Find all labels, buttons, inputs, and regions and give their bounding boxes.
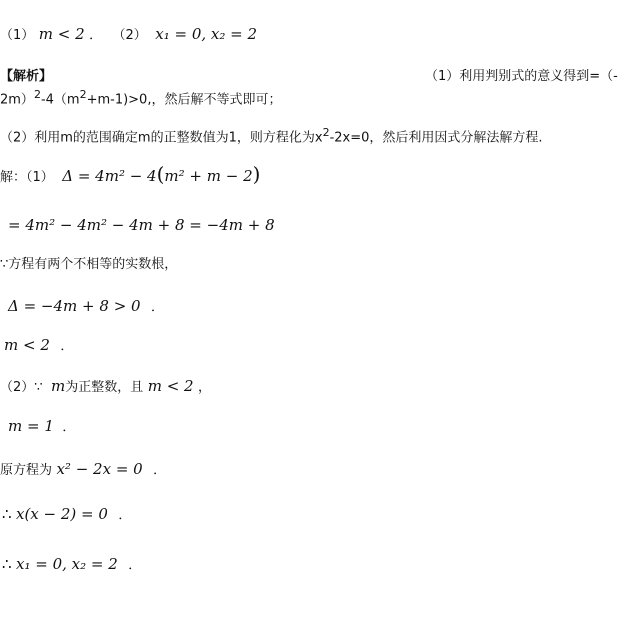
hint1-rest: -4（m (40, 92, 80, 108)
solution-ineq-end: ． (151, 300, 165, 315)
solution-final-eq: x₁ = 0, x₂ = 2 (16, 555, 118, 573)
analysis-hint1-label: （1）利用判别式的意义得到=（- (425, 69, 618, 84)
solution-part2-line (0, 377, 211, 397)
answer-part1-end: ． (89, 28, 103, 43)
solution-step2-math: = 4m² − 4m² − 4m + 8 = −4m + 8 (8, 216, 275, 234)
solution-orig-a: 原方程为 (0, 463, 53, 478)
hint1-cont: 2m） (0, 92, 34, 108)
solution-orig-line (0, 460, 166, 480)
answer-part2-label: （2） (112, 28, 147, 43)
analysis-hint2 (0, 124, 543, 147)
solution-part2-a: （2）∵ (0, 380, 43, 395)
answer-part2-math: x₁ = 0, x₂ = 2 (155, 25, 258, 43)
solution-part2-b: 为正整数，且 (65, 380, 144, 395)
solution-fact-line (2, 505, 131, 525)
hint1-sup: 2 (33, 88, 41, 101)
solution-result1-end: ． (60, 339, 74, 354)
solution-part2-cond: m < 2 (147, 377, 194, 395)
solution-mvalue-line (8, 417, 75, 437)
hint1-end: +m-1)>0,，然后解不等式即可； (86, 92, 282, 108)
answer-part1-label: （1） (0, 28, 35, 43)
solution-orig-eq: x² − 2x = 0 (56, 460, 143, 478)
left-paren: ( (156, 162, 165, 186)
solution-result1-line (4, 336, 73, 356)
solution-delta-paren: m² + m − 2 (164, 167, 253, 185)
solution-ineq: Δ = −4m + 8 > 0 (8, 297, 141, 315)
solution-delta-line (0, 162, 261, 187)
solution-mvalue-end: ． (62, 420, 76, 435)
right-paren: ) (252, 162, 261, 186)
analysis-header: 【解析】 (0, 69, 53, 84)
solution-delta-a: Δ = 4m² − 4 (62, 167, 157, 185)
solution-reason: ∵方程有两个不相等的实数根， (0, 257, 178, 272)
hint2-a: （2）利用m的范围确定m的正整数值为1，则方程化为x (0, 130, 323, 146)
solution-fact-end: ． (118, 508, 132, 523)
solution-orig-end: ． (153, 463, 167, 478)
solution-final-end: ． (128, 558, 142, 573)
hint2-b: -2x=0，然后利用因式分解法解方程. (329, 130, 543, 146)
solution-result1: m < 2 (4, 336, 50, 354)
solution-step2 (8, 216, 275, 235)
hint2-sup: 2 (322, 126, 330, 139)
analysis-hint1-cont (0, 86, 281, 109)
therefore-symbol: ∴ (2, 505, 12, 523)
solution-label: 解：（1） (0, 170, 54, 185)
solution-mvalue: m = 1 (8, 417, 54, 435)
solution-final-line (2, 555, 141, 575)
solution-ineq-line (8, 297, 164, 317)
solution-part2-m: m (51, 377, 66, 395)
solution-fact-eq: x(x − 2) = 0 (16, 505, 108, 523)
answer-line (0, 25, 257, 45)
hint1-sup2: 2 (79, 88, 87, 101)
therefore-symbol-final: ∴ (2, 555, 12, 573)
solution-part2-end: ， (198, 380, 212, 395)
answer-part1-math: m < 2 (38, 25, 85, 43)
